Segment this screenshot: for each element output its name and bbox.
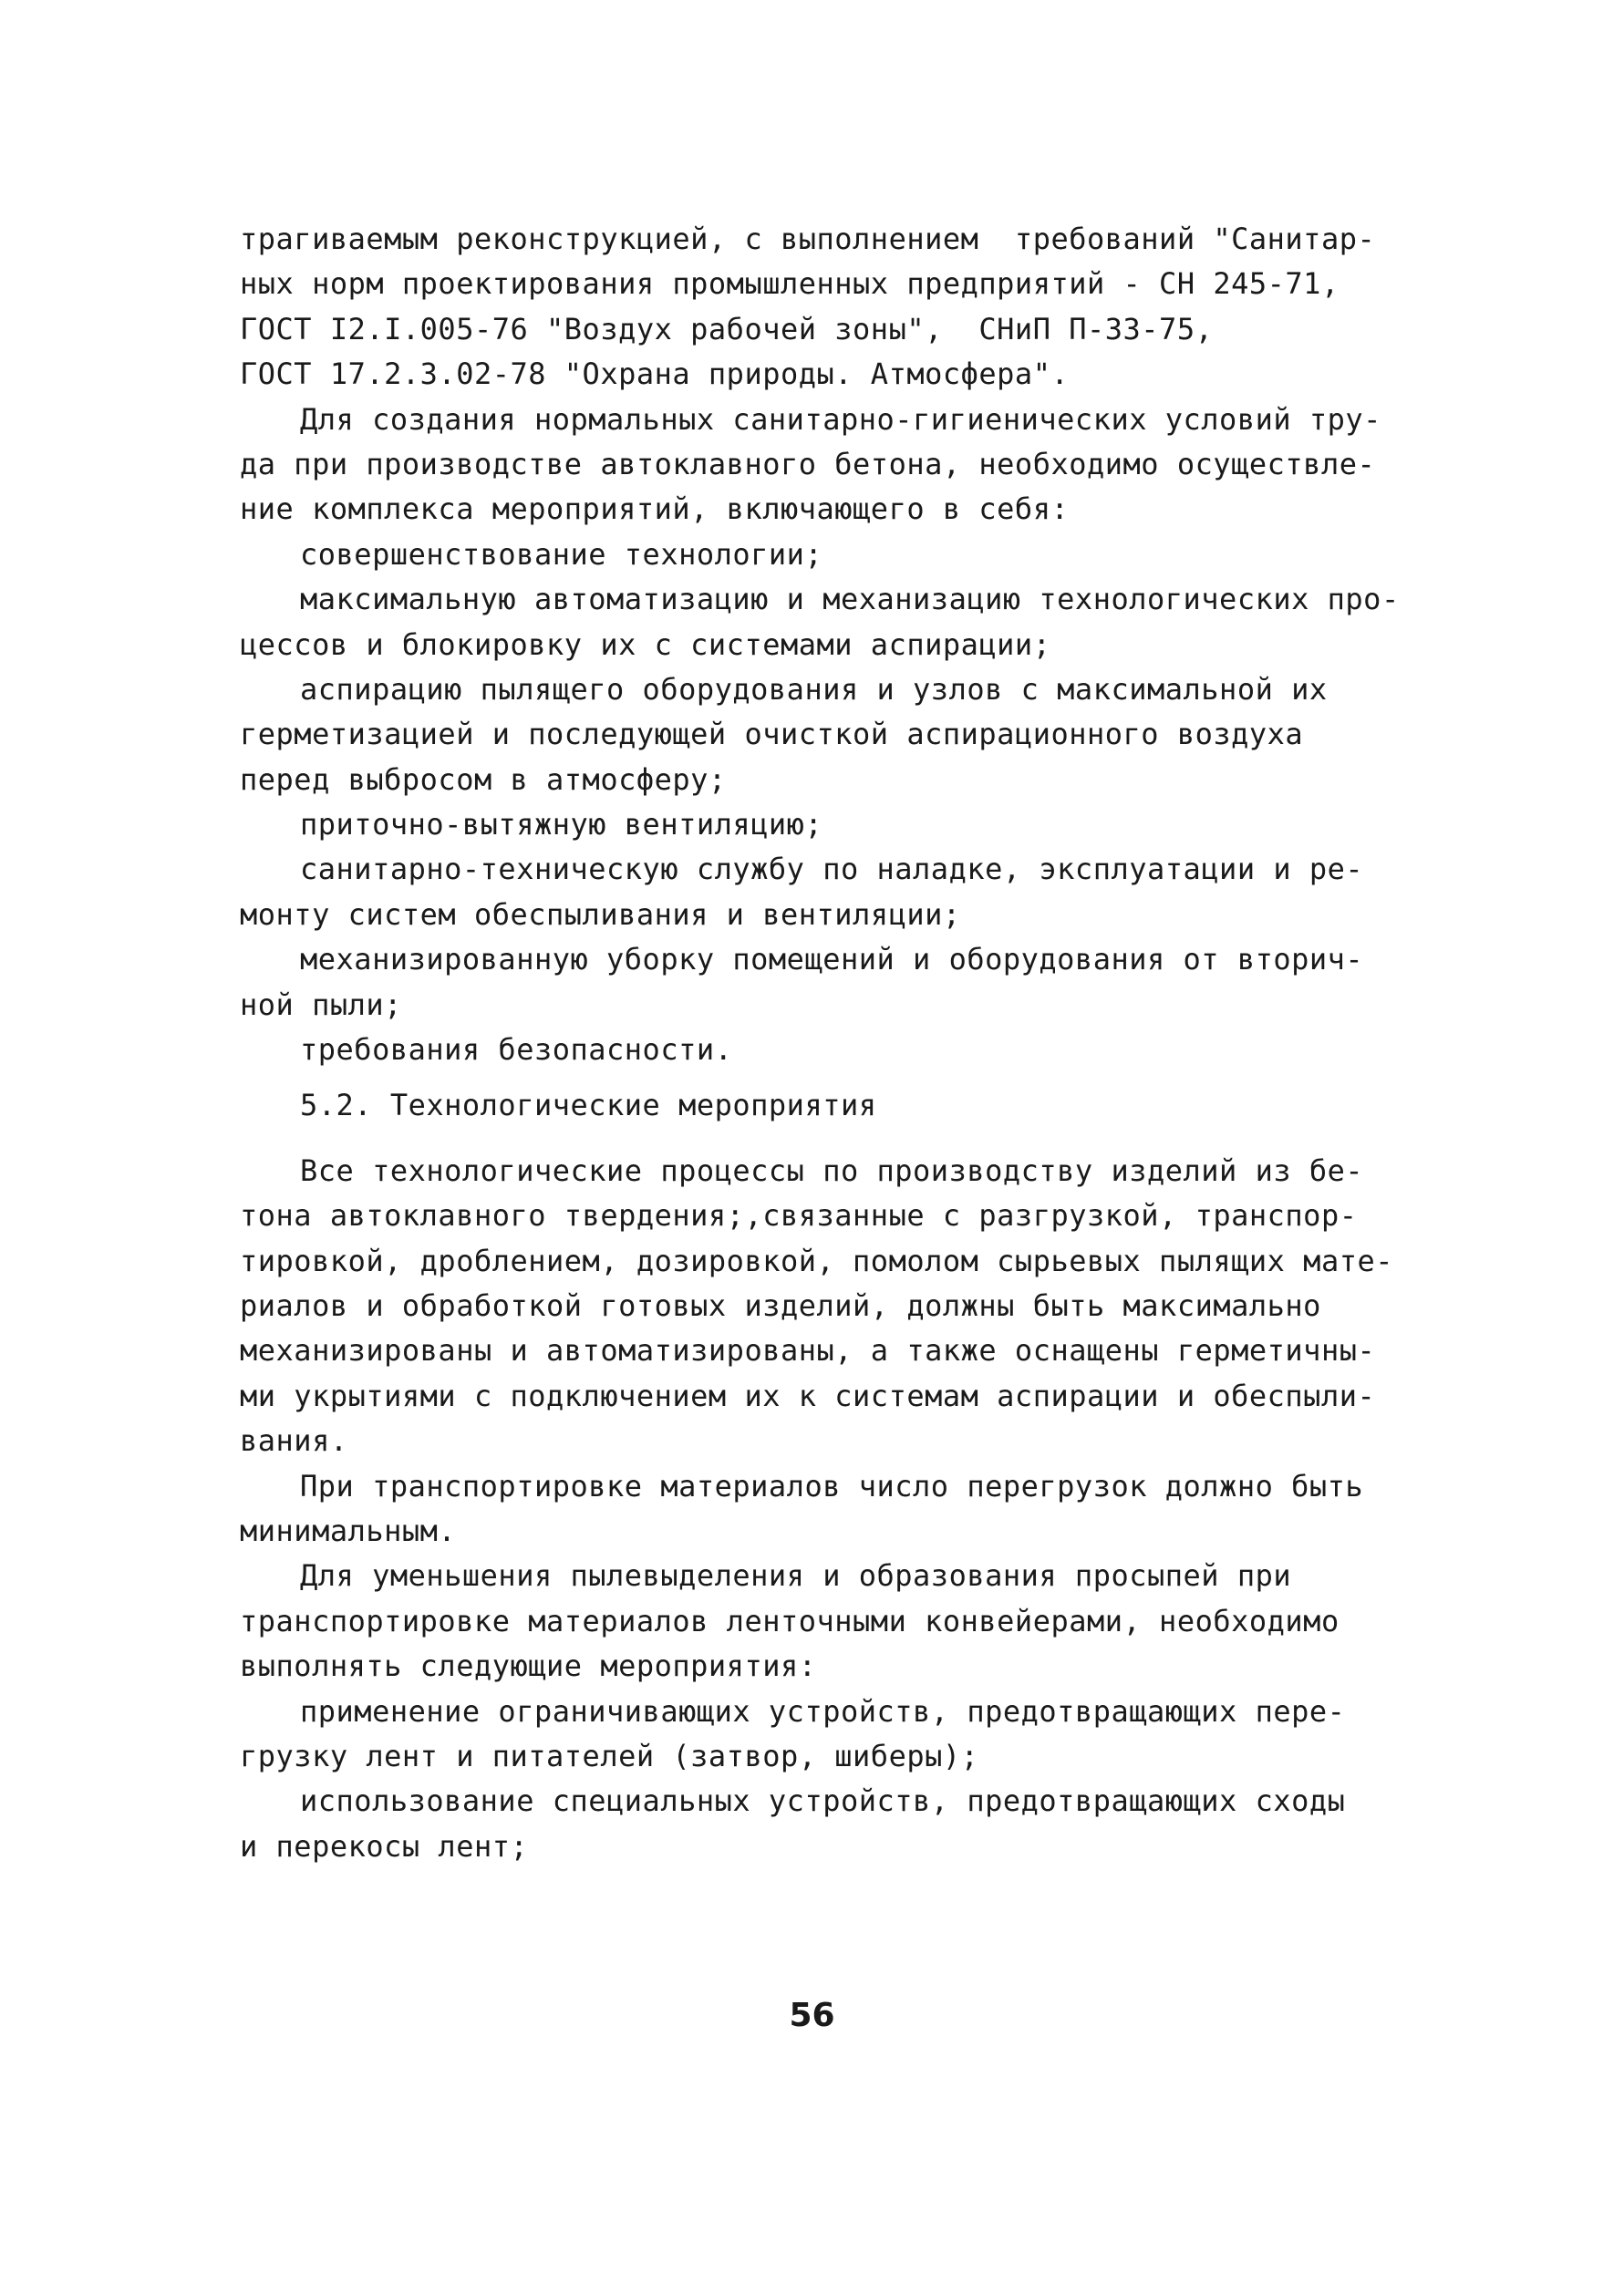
text-line: ми укрытиями с подключением их к системам аспирации и обеспыли- [240, 1378, 1376, 1413]
text-line: механизированы и автоматизированы, а также оснащены герметичны- [240, 1333, 1376, 1369]
page-number: 56 [789, 1997, 835, 2034]
text-line: Для создания нормальных санитарно-гигиенических условий тру- [300, 401, 1381, 437]
list-item-text: применение ограничивающих устройств, предотвращающих пере- [300, 1693, 1346, 1729]
list-item-text: и перекосы лент; [240, 1828, 529, 1864]
text-line: ние комплекса мероприятий, включающего в себя: [240, 491, 1070, 527]
list-item-text: использование специальных устройств, предотвращающих сходы [300, 1783, 1346, 1819]
text-line: ГОСТ 17.2.3.02-78 "Охрана природы. Атмосфера". [240, 357, 1070, 392]
list-item-text: требования безопасности. [300, 1032, 733, 1068]
text-line: транспортировке материалов ленточными конвейерами, необходимо [240, 1603, 1340, 1638]
text-line: трагиваемым реконструкцией, с выполнением требований "Санитар- [240, 222, 1376, 256]
text-line: ных норм проектирования промышленных предприятий - СН 245-71, [240, 266, 1340, 302]
section-heading: 5.2. Технологические мероприятия [300, 1088, 877, 1123]
body-text [240, 217, 1453, 1869]
text-line: Для уменьшения пылевыделения и образования просыпей при [300, 1558, 1292, 1594]
text-line: При транспортировке материалов число перегрузок должно быть [300, 1468, 1364, 1504]
list-item-text: ной пыли; [240, 987, 402, 1022]
text-line: Все технологические процессы по производству изделий из бе- [300, 1152, 1364, 1188]
text-line: да при производстве автоклавного бетона, необходимо осуществле- [240, 446, 1376, 481]
list-item-text: грузку лент и питателей (затвор, шиберы); [240, 1738, 979, 1773]
text-line: вания. [240, 1423, 348, 1459]
text-line: тировкой, дроблением, дозировкой, помолом сырьевых пылящих мате- [240, 1243, 1393, 1278]
text-line: риалов и обработкой готовых изделий, должны быть максимально [240, 1287, 1321, 1323]
list-item-text: цессов и блокировку их с системами аспирации; [240, 626, 1051, 662]
list-item-text: механизированную уборку помещений и оборудования от вторич- [300, 942, 1364, 977]
list-item-text: максимальную автоматизацию и механизацию технологических про- [300, 582, 1400, 617]
list-item-text: санитарно-техническую службу по наладке, эксплуатации и ре- [300, 852, 1364, 887]
list-item-text: герметизацией и последующей очисткой аспирационного воздуха [240, 717, 1304, 752]
list-item-text: аспирацию пылящего оборудования и узлов с максимальной их [300, 671, 1328, 707]
list-item-text: монту систем обеспыливания и вентиляции; [240, 896, 961, 932]
list-item-text: совершенствование технологии; [300, 536, 823, 572]
text-line: ГОСТ I2.I.005-76 "Воздух рабочей зоны", СНиП П-33-75, [240, 311, 1214, 346]
list-item-text: приточно-вытяжную вентиляцию; [300, 807, 823, 842]
text-line: минимальным. [240, 1513, 457, 1548]
list-item-text: перед выбросом в атмосферу; [240, 761, 727, 797]
text-line: тона автоклавного твердения;,связанные с разгрузкой, транспор- [240, 1198, 1358, 1234]
text-line: выполнять следующие мероприятия: [240, 1648, 817, 1684]
